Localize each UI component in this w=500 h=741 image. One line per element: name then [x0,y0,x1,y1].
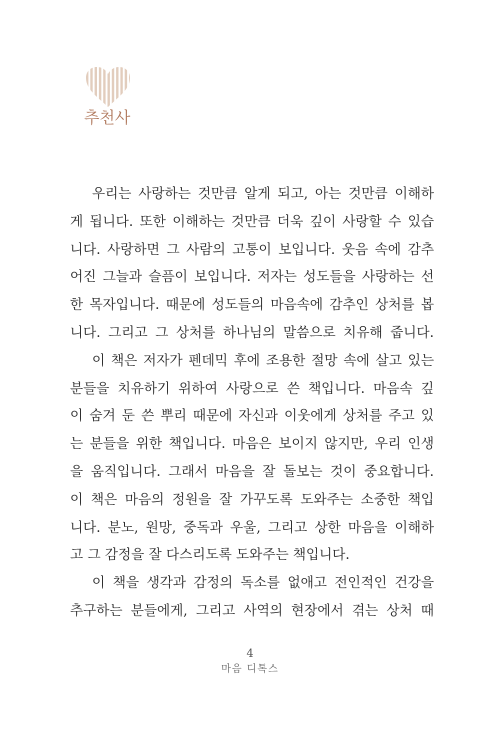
text-line: 니다. 사랑하면 그 사람의 고통이 보입니다. 웃음 속에 감추 [70,241,434,258]
text-line: 분들을 치유하기 위하여 사랑으로 쓴 책입니다. 마음속 깊 [70,380,434,397]
text-line: 우리는 사랑하는 것만큼 알게 되고, 아는 것만큼 이해하 [92,186,434,202]
text-line: 을 움직입니다. 그래서 마음을 잘 돌보는 것이 중요합니다. [70,463,434,480]
text-line: 이 책을 생각과 감정의 독소를 없애고 전인적인 건강을 [92,575,434,592]
text-line: 추구하는 분들에게, 그리고 사역의 현장에서 겪는 상처 때 [70,602,434,619]
text-line: 게 됩니다. 또한 이해하는 것만큼 더욱 깊이 사랑할 수 있습 [70,213,434,230]
section-title: 추천사 [84,108,131,127]
text-line: 이 책은 마음의 정원을 잘 가꾸도록 도와주는 소중한 책입 [70,491,434,508]
text-line: 이 숨겨 둔 쓴 뿌리 때문에 자신과 이웃에게 상처를 주고 있 [70,408,434,425]
text-line: 어진 그늘과 슬픔이 보입니다. 저자는 성도들을 사랑하는 선 [70,269,434,286]
striped-heart-icon [85,66,131,108]
text-line: 고 그 감정을 잘 다스리도록 도와주는 책입니다. [70,547,350,564]
running-title: 마음 디톡스 [221,664,279,675]
text-line: 니다. 분노, 원망, 중독과 우울, 그리고 상한 마음을 이해하 [70,519,434,536]
body-text [70,181,434,626]
text-line: 이 책은 저자가 펜데믹 후에 조용한 절망 속에 살고 있는 [92,352,434,369]
text-line: 니다. 그리고 그 상처를 하나님의 말씀으로 치유해 줍니다. [70,324,434,341]
page-number: 4 [246,647,254,660]
text-line: 한 목자입니다. 때문에 성도들의 마음속에 감추인 상처를 봅 [70,297,434,314]
text-line: 는 분들을 위한 책입니다. 마음은 보이지 않지만, 우리 인생 [70,436,434,453]
